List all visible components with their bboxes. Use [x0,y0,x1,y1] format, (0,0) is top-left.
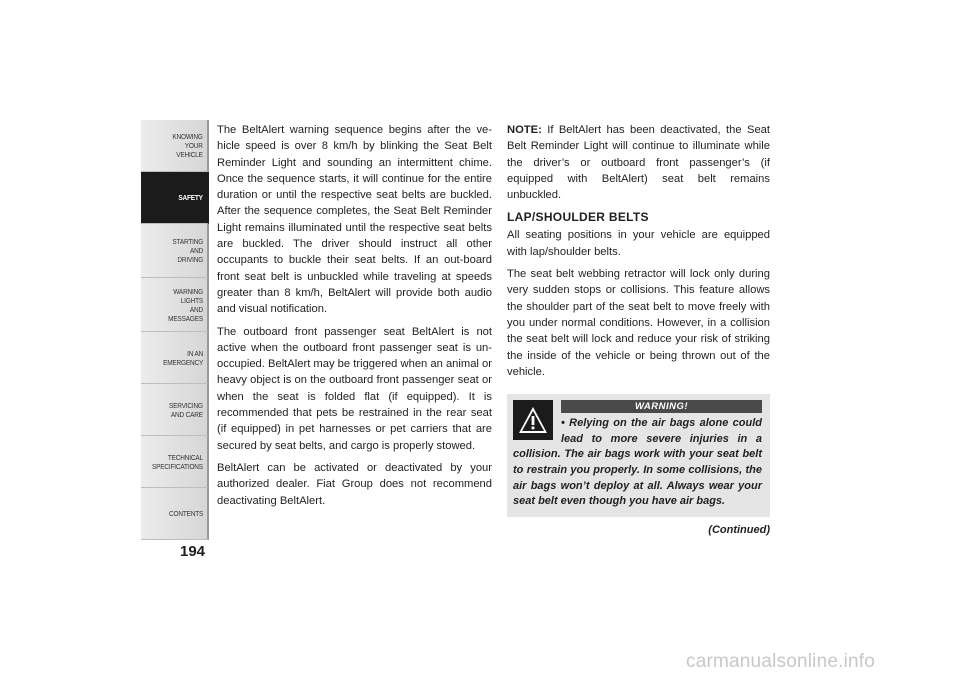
tab-starting-and-driving[interactable] [141,224,209,278]
tab-label: KNOWING YOUR VEHICLE [172,132,203,159]
warning-text: • Relying on the air bags alone could lead to more severe injuries in a collision. The air bags work with your seat belt to restrain you properly. In some collisions, the air bags won’t deploy at all. Always wear your seat belt even though you have air bags. [513,417,762,508]
note-paragraph [507,122,770,203]
paragraph: The outboard front passenger seat BeltAlert is not active when the outboard front passenger seat is un-occupied. BeltAlert may be triggered when an animal or heavy object is on the outboard front passenger seat or when the seat is folded flat (if equipped). It is recommended that pets be restrained in the rear seat (if equipped) in pet harnesses or pet carriers that are secured by seat belts, and cargo is properly stowed. [217,325,492,452]
note-label: NOTE: [507,124,542,136]
paragraph: The seat belt webbing retractor will lock only during very sudden stops or collisions. This feature allows the shoulder part of the seat belt to move freely with you under normal conditions. However, in a collision the seat belt will lock and reduce your risk of striking the inside of the vehicle or being thrown out of the vehicle. [507,268,770,378]
tab-technical-specifications[interactable] [141,436,209,488]
tab-warning-lights-and-messages[interactable] [141,278,209,332]
tab-label: TECHNICAL SPECIFICATIONS [152,452,203,471]
tab-knowing-your-vehicle[interactable] [141,120,209,172]
tab-label: STARTING AND DRIVING [172,237,203,264]
continued-label: (Continued) [708,523,770,536]
section-heading: LAP/SHOULDER BELTS [507,210,649,225]
page-number: 194 [180,543,206,560]
tab-label: CONTENTS [168,509,203,518]
watermark: carmanualsonline.info [686,651,876,672]
warning-box [507,394,770,517]
tab-label: IN AN EMERGENCY [162,348,203,367]
tab-safety[interactable] [141,172,209,224]
left-column [217,122,492,515]
paragraph: All seating positions in your vehicle are equipped with lap/shoulder belts. [507,229,770,258]
tab-contents[interactable] [141,488,209,540]
tab-label: WARNING LIGHTS AND MESSAGES [168,286,203,323]
tab-servicing-and-care[interactable] [141,384,209,436]
paragraph: The BeltAlert warning sequence begins after the ve-hicle speed is over 8 km/h by blinking the Seat Belt Reminder Light and sounding an intermittent chime. Once the sequence starts, it will continue for the entire duration or until the respective seat belts are buckled. After the sequence completes, the Seat Belt Reminder Light remains illuminated until the respective seat belts are buckled. The driver should instruct all other occupants to buckle their seat belts. If an out-board front seat belt is unbuckled while traveling at speeds greater than 8 km/h, BeltAlert will provide both audio and visual notification. [217,124,492,316]
warning-triangle-icon [513,400,553,440]
tab-in-an-emergency[interactable] [141,332,209,384]
warning-title: WARNING! [561,400,762,413]
tab-label: SAFETY [178,193,203,202]
tab-label: SERVICING AND CARE [169,400,203,419]
paragraph: BeltAlert can be activated or deactivated by your authorized dealer. Fiat Group does not recommend deactivating BeltAlert. [217,461,492,507]
note-text: If BeltAlert has been deactivated, the Seat Belt Reminder Light will continue to illuminate while the driver’s or outboard front passenger’s (if equipped with BeltAlert) seat belt remains unbuckled. [507,124,770,202]
right-column [507,122,770,538]
